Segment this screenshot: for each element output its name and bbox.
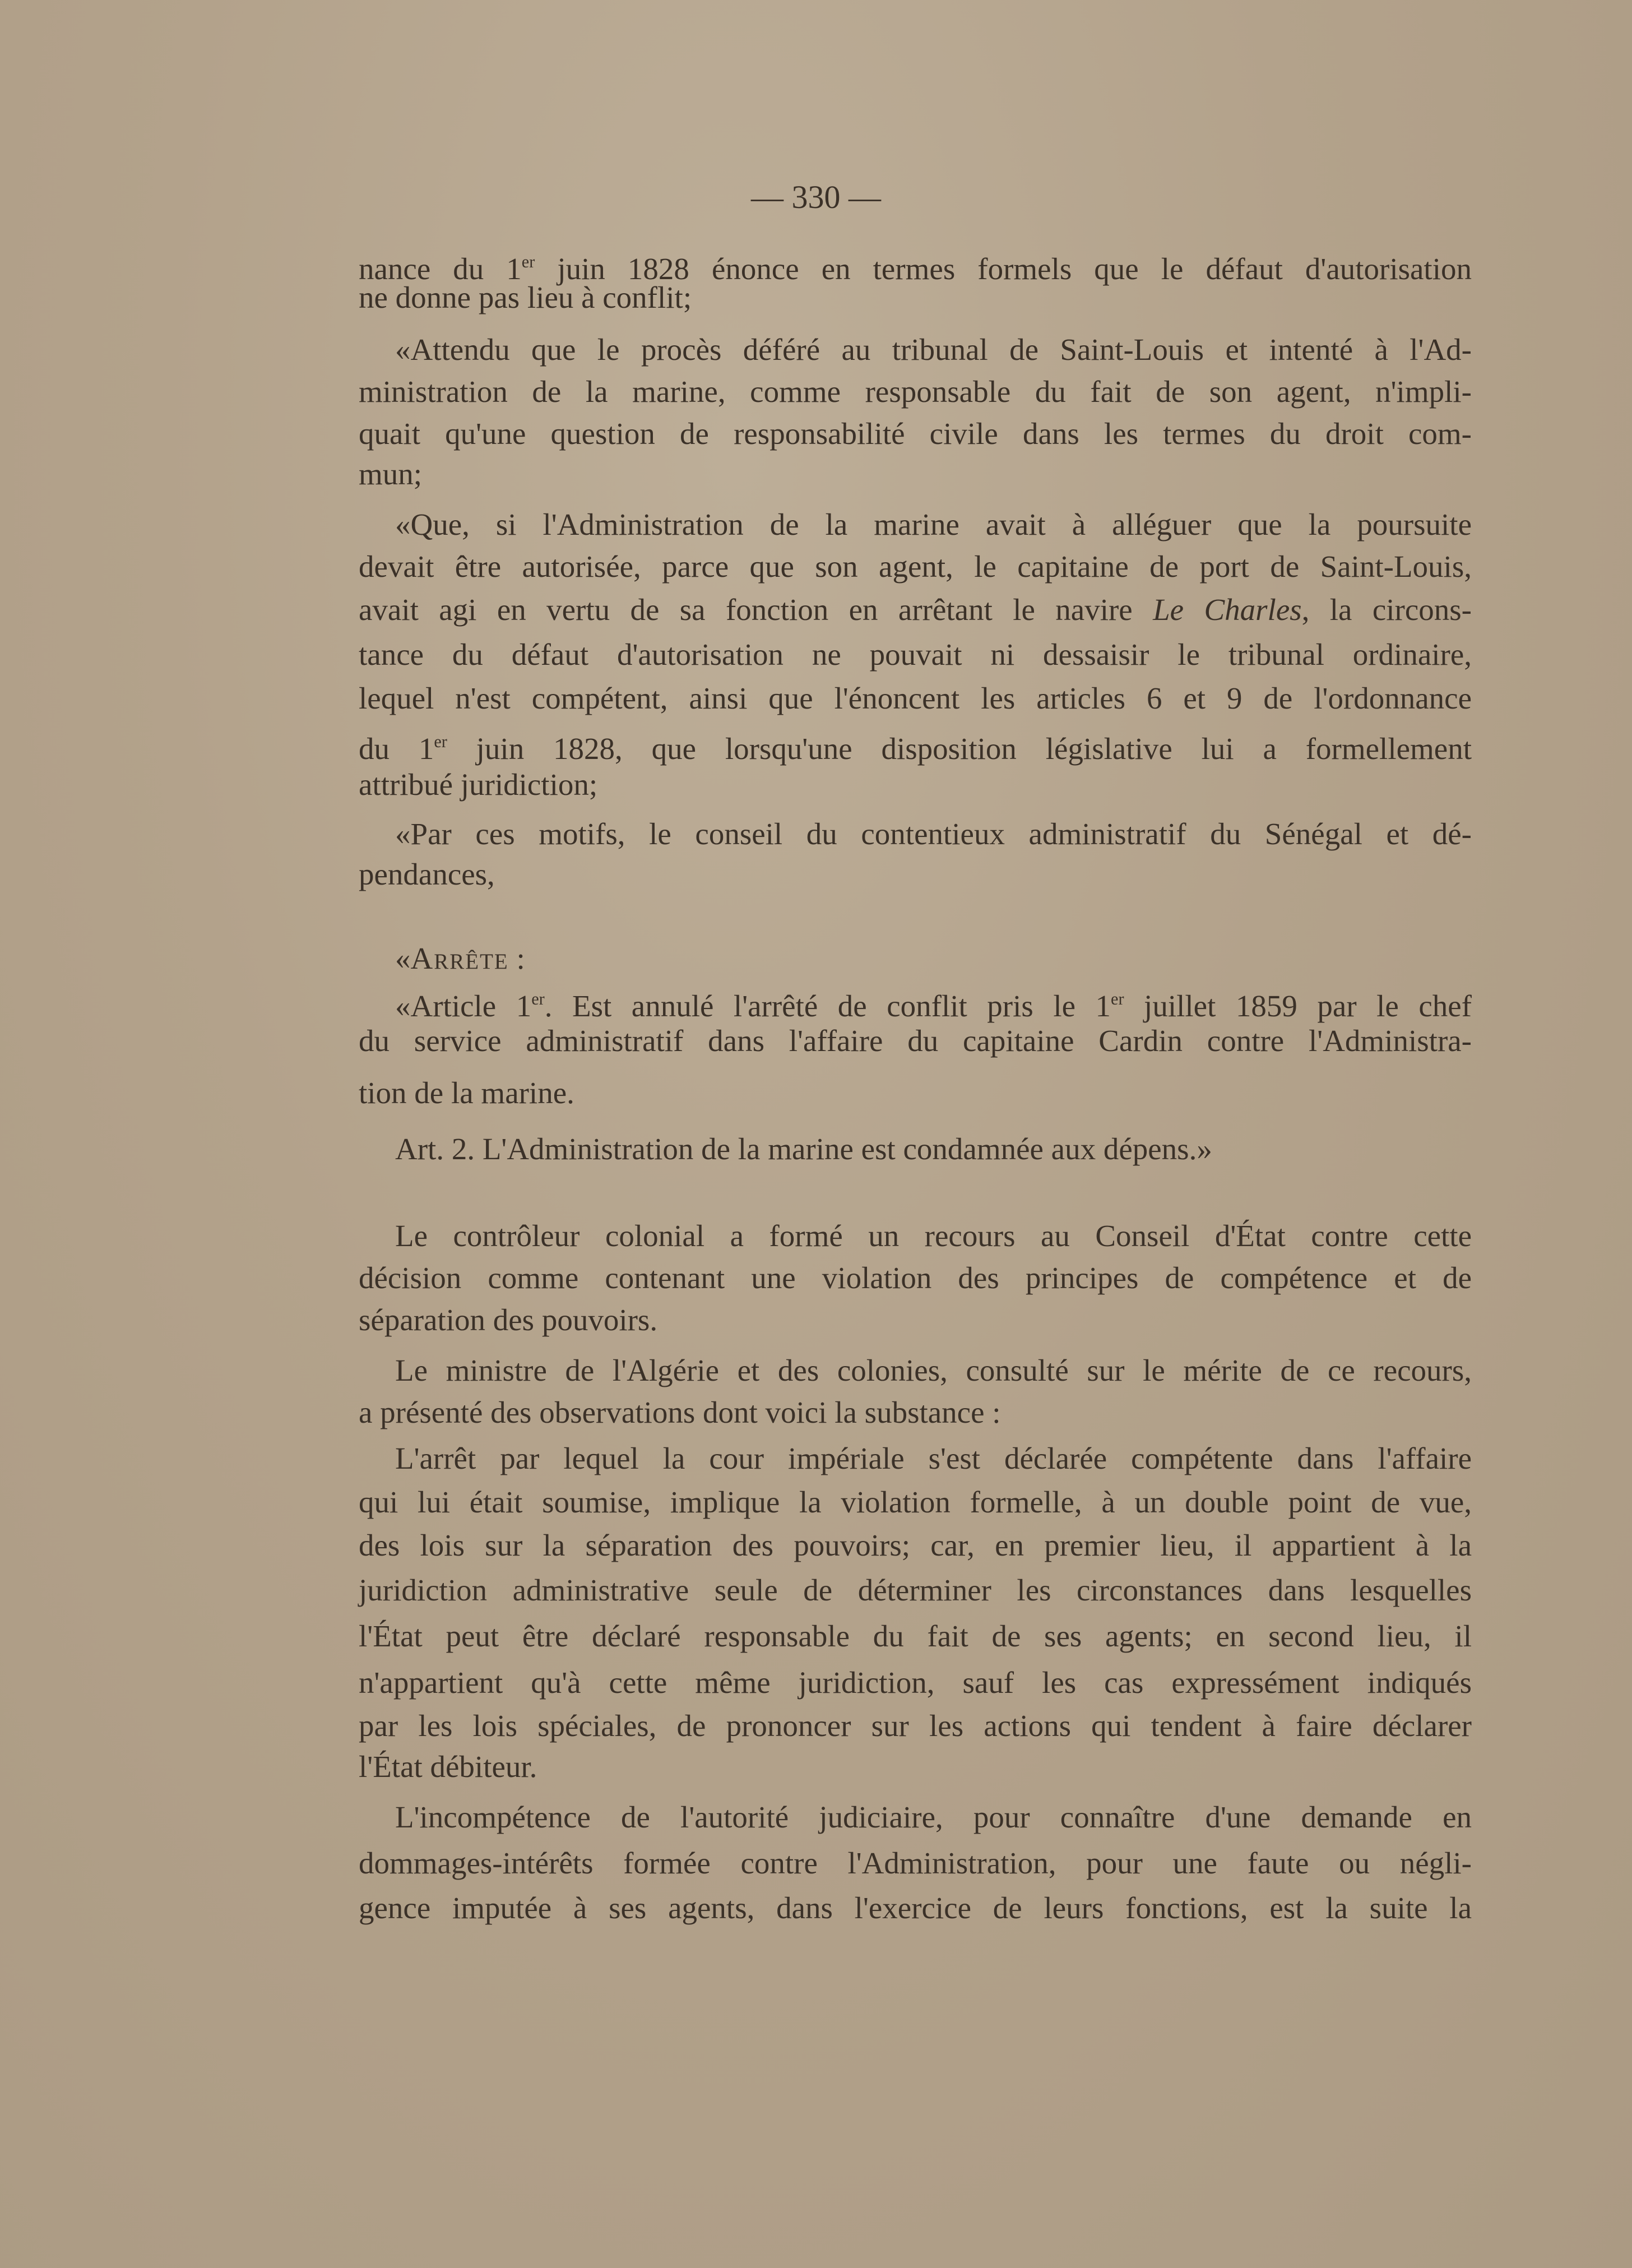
text-segment: n'appartient qu'à cette même juridiction, sauf les cas expressément indiqués	[359, 1665, 1472, 1700]
text-line	[359, 1747, 1472, 1786]
text-line	[359, 1663, 1472, 1702]
text-line	[395, 1216, 1472, 1256]
page-number: — 330 —	[751, 179, 881, 215]
text-segment: décision comme contenant une violation des principes de compétence et de	[359, 1261, 1472, 1295]
text-segment: . Est annulé l'arrêté de conflit pris le 1	[544, 989, 1111, 1024]
text-line	[395, 1130, 1472, 1169]
small-caps-text: Arrête	[410, 941, 509, 975]
text-line	[359, 1300, 1472, 1340]
text-line	[359, 679, 1472, 718]
text-line	[359, 722, 1472, 766]
text-line	[359, 1889, 1472, 1928]
text-segment: devait être autorisée, parce que son agent, le capitaine de port de Saint-Louis,	[359, 549, 1472, 584]
text-line	[359, 547, 1472, 586]
text-line	[359, 1393, 1472, 1432]
text-segment: «Que, si l'Administration de la marine avait à alléguer que la poursuite	[395, 507, 1472, 541]
text-segment: , la circons-	[1301, 593, 1472, 627]
text-segment: ne donne pas lieu à conflit;	[359, 280, 692, 314]
text-segment: Le ministre de l'Algérie et des colonies, consulté sur le mérite de ce recours,	[395, 1353, 1472, 1387]
text-line	[359, 765, 1472, 804]
text-segment: «Attendu que le procès déféré au tribunal de Saint-Louis et intenté à l'Ad-	[395, 332, 1472, 367]
text-line	[395, 814, 1472, 854]
text-segment: ministration de la marine, comme responsable du fait de son agent, n'impli-	[359, 374, 1472, 409]
superscript: er	[521, 252, 535, 271]
text-line	[359, 1073, 1472, 1113]
text-line	[359, 1021, 1472, 1061]
text-line	[359, 1844, 1472, 1883]
text-segment: tance du défaut d'autorisation ne pouvait ni dessaisir le tribunal ordinaire,	[359, 637, 1472, 672]
text-segment: du 1	[359, 732, 434, 766]
text-segment: «Par ces motifs, le conseil du contentieux administratif du Sénégal et dé-	[395, 817, 1472, 851]
text-line	[359, 1571, 1472, 1610]
text-segment: L'incompétence de l'autorité judiciaire, pour connaître d'une demande en	[395, 1800, 1472, 1834]
text-segment: L'arrêt par lequel la cour impériale s'est déclarée compétente dans l'affaire	[395, 1441, 1472, 1475]
text-segment: juillet 1859 par le chef	[1124, 989, 1472, 1024]
text-segment: gence imputée à ses agents, dans l'exercice de leurs fonctions, est la suite la	[359, 1891, 1472, 1925]
text-segment: mun;	[359, 457, 423, 491]
text-segment: quait qu'une question de responsabilité civile dans les termes du droit com-	[359, 416, 1472, 451]
text-segment: par les lois spéciales, de prononcer sur les actions qui tendent à faire déclarer	[359, 1709, 1472, 1743]
superscript: er	[434, 732, 447, 751]
text-segment: juridiction administrative seule de déterminer les circonstances dans lesquelles	[359, 1573, 1472, 1607]
text-line	[359, 414, 1472, 453]
text-line	[359, 278, 1472, 317]
text-segment: juin 1828, que lorsqu'une disposition législative lui a formellement	[447, 732, 1472, 766]
italic-text: Le Charles	[1153, 593, 1302, 627]
text-segment: l'État peut être déclaré responsable du fait de ses agents; en second lieu, il	[359, 1619, 1472, 1653]
text-segment: dommages-intérêts formée contre l'Administration, pour une faute ou négli-	[359, 1846, 1472, 1880]
text-segment: a présenté des observations dont voici la substance :	[359, 1395, 1001, 1429]
text-line	[395, 939, 1472, 978]
text-segment: «Article 1	[395, 989, 532, 1024]
text-segment: Art. 2. L'Administration de la marine est condamnée aux dépens.»	[395, 1132, 1212, 1166]
text-line	[359, 1706, 1472, 1746]
text-segment: tion de la marine.	[359, 1076, 574, 1110]
text-line	[395, 505, 1472, 544]
text-segment: lequel n'est compétent, ainsi que l'énoncent les articles 6 et 9 de l'ordonnance	[359, 681, 1472, 715]
text-line	[359, 242, 1472, 286]
text-line	[359, 455, 1472, 494]
text-segment: nance du 1	[359, 252, 522, 286]
superscript: er	[1111, 989, 1124, 1008]
superscript: er	[531, 989, 545, 1008]
text-segment: qui lui était soumise, implique la violation formelle, à un double point de vue,	[359, 1485, 1472, 1519]
text-segment: :	[508, 941, 525, 975]
text-line	[359, 1617, 1472, 1656]
text-line	[395, 1439, 1472, 1478]
text-segment: juin 1828 énonce en termes formels que le défaut d'autorisation	[535, 252, 1472, 286]
text-segment: avait agi en vertu de sa fonction en arrêtant le navire	[359, 593, 1153, 627]
text-line	[359, 855, 1472, 894]
text-segment: pendances,	[359, 857, 495, 891]
text-segment: des lois sur la séparation des pouvoirs; car, en premier lieu, il appartient à la	[359, 1528, 1472, 1562]
text-line	[359, 1258, 1472, 1298]
text-segment: attribué juridiction;	[359, 767, 598, 802]
text-line	[395, 330, 1472, 369]
text-line	[359, 590, 1472, 630]
text-line	[395, 1351, 1472, 1390]
text-segment: l'État débiteur.	[359, 1749, 537, 1784]
text-segment: Le contrôleur colonial a formé un recours au Conseil d'État contre cette	[395, 1219, 1472, 1253]
text-line	[359, 1483, 1472, 1522]
text-line	[395, 979, 1472, 1024]
text-line	[395, 1798, 1472, 1837]
text-line	[359, 635, 1472, 674]
text-segment: séparation des pouvoirs.	[359, 1303, 658, 1337]
text-line	[359, 372, 1472, 411]
text-segment: «	[395, 941, 411, 975]
text-line	[359, 1526, 1472, 1565]
text-segment: du service administratif dans l'affaire du capitaine Cardin contre l'Administra-	[359, 1024, 1472, 1058]
